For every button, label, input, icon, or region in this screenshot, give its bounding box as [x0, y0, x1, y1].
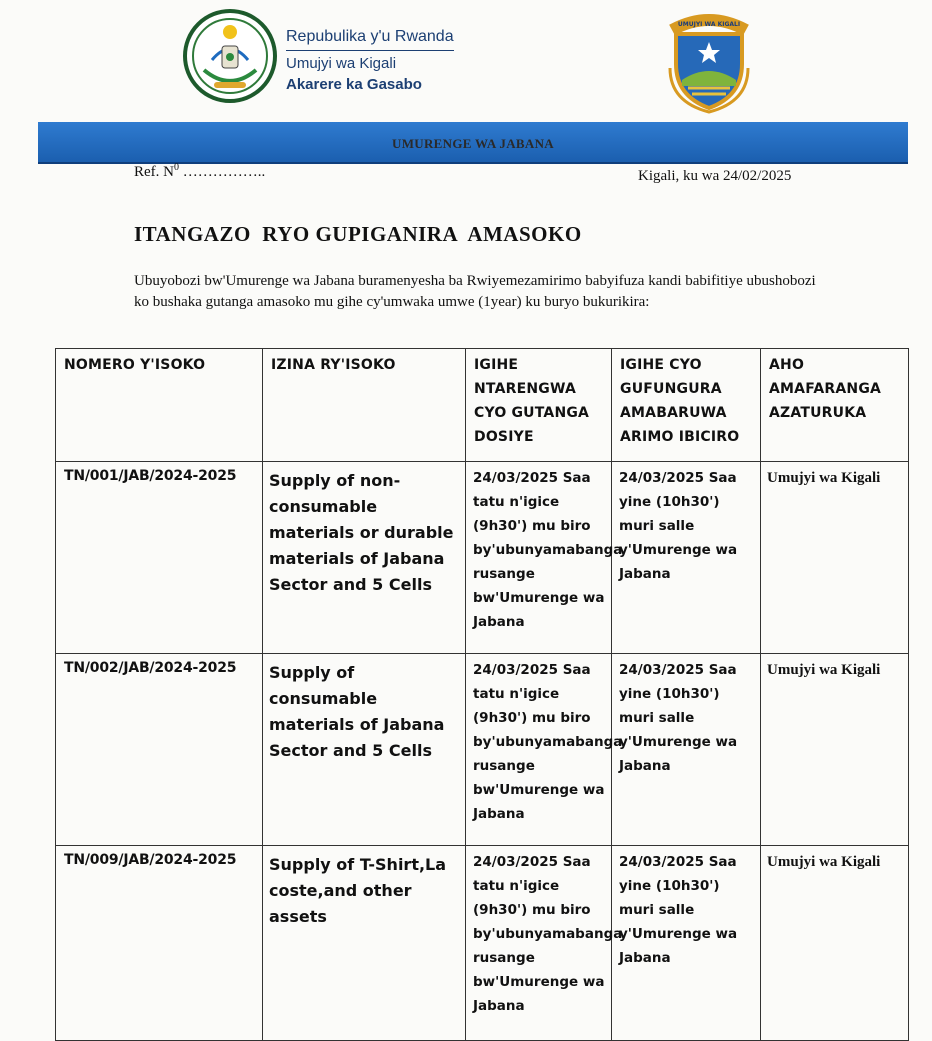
kigali-city-logo-icon	[662, 8, 756, 114]
funding-source: Umujyi wa Kigali	[761, 846, 909, 1041]
bid-opening: 24/03/2025 Saa yine (10h30') muri salle y'Umurenge wa Jabana	[612, 462, 761, 654]
submission-deadline: 24/03/2025 Saa tatu n'igice (9h30') mu biro by'ubunyamabanga rusange bw'Umurenge wa Jabana	[466, 654, 612, 846]
rwanda-coat-of-arms-icon	[182, 8, 278, 104]
submission-deadline: 24/03/2025 Saa tatu n'igice (9h30') mu biro by'ubunyamabanga rusange bw'Umurenge wa Jabana	[466, 462, 612, 654]
bid-opening: 24/03/2025 Saa yine (10h30') muri salle y'Umurenge wa Jabana	[612, 846, 761, 1041]
sector-banner	[38, 122, 908, 162]
ref-label: Ref. N	[134, 164, 174, 180]
bid-opening: 24/03/2025 Saa yine (10h30') muri salle y'Umurenge wa Jabana	[612, 654, 761, 846]
funding-source: Umujyi wa Kigali	[761, 654, 909, 846]
tender-table	[55, 348, 909, 1041]
document-title: ITANGAZO RYO GUPIGANIRA AMASOKO	[134, 222, 582, 246]
tender-name: Supply of consumable materials of Jabana Sector and 5 Cells	[263, 654, 466, 846]
place-and-date: Kigali, ku wa 24/02/2025	[638, 168, 792, 184]
reference-number	[134, 162, 265, 181]
table-row	[56, 654, 909, 846]
header-cell: IZINA RY'ISOKO	[263, 349, 466, 462]
tender-number: TN/009/JAB/2024-2025	[56, 846, 263, 1041]
header-cell: IGIHE NTARENGWA CYO GUTANGA DOSIYE	[466, 349, 612, 462]
ref-value: ……………..	[182, 164, 266, 180]
header-cell: IGIHE CYO GUFUNGURA AMABARUWA ARIMO IBICIRO	[612, 349, 761, 462]
funding-source: Umujyi wa Kigali	[761, 462, 909, 654]
kigali-logo-text: UMUJYI WA KIGALI	[677, 21, 741, 28]
header-cell: NOMERO Y'ISOKO	[56, 349, 263, 462]
tender-name: Supply of non-consumable materials or durable materials of Jabana Sector and 5 Cells	[263, 462, 466, 654]
table-header-row	[56, 349, 909, 462]
table-row	[56, 846, 909, 1041]
intro-paragraph: Ubuyobozi bw'Umurenge wa Jabana buramenyesha ba Rwiyemezamirimo babyifuza kandi babifitiye ubushobozi ko bushaka gutanga amasoko mu gihe cy'umwaka umwe (1year) ku buryo bukurikira:	[134, 273, 816, 310]
city-name: Umujyi wa Kigali	[286, 55, 397, 72]
district-name: Akarere ka Gasabo	[286, 76, 422, 93]
header-cell: AHO AMAFARANGA AZATURUKA	[761, 349, 909, 462]
country-name: Repubulika y'u Rwanda	[286, 26, 454, 51]
tender-name: Supply of T-Shirt,La coste,and other assets	[263, 846, 466, 1041]
government-header	[286, 26, 454, 95]
sector-banner-title: UMURENGE WA JABANA	[392, 136, 554, 151]
tender-number: TN/001/JAB/2024-2025	[56, 462, 263, 654]
table-row	[56, 462, 909, 654]
submission-deadline: 24/03/2025 Saa tatu n'igice (9h30') mu biro by'ubunyamabanga rusange bw'Umurenge wa Jabana	[466, 846, 612, 1041]
ref-sup: 0	[174, 162, 179, 173]
tender-number: TN/002/JAB/2024-2025	[56, 654, 263, 846]
